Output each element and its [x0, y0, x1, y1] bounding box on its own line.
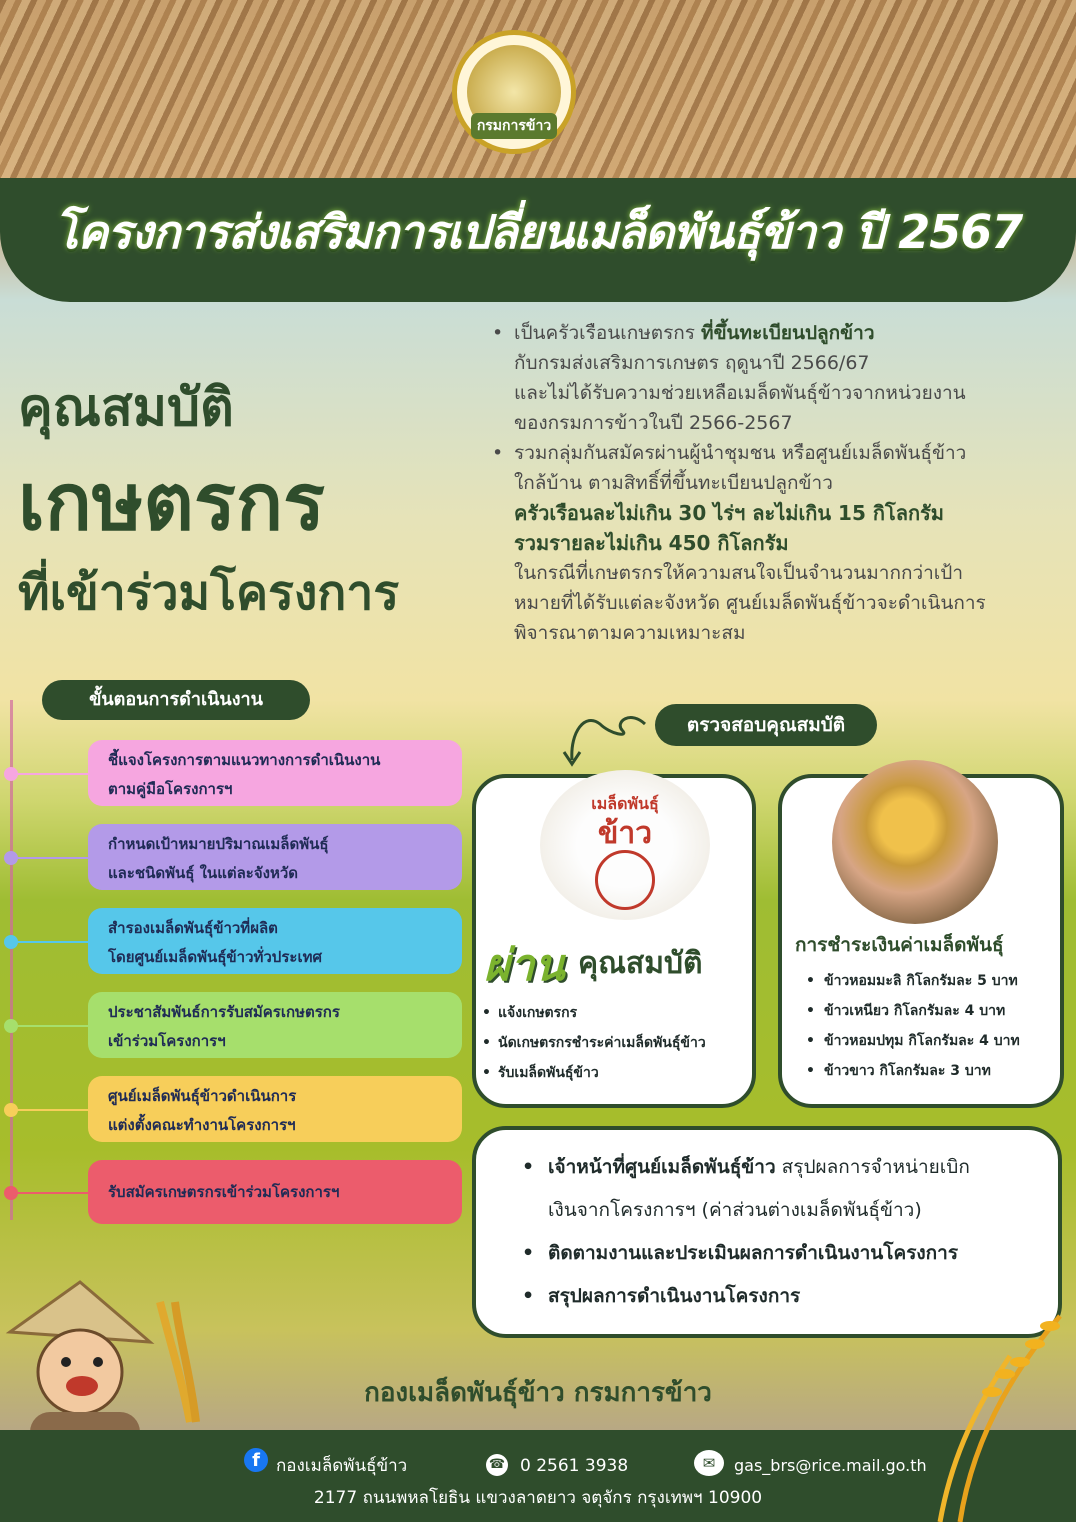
- facebook-link[interactable]: กองเมล็ดพันธุ์ข้าว: [276, 1456, 408, 1476]
- step-1: [88, 740, 462, 806]
- step-line: ศูนย์เมล็ดพันธุ์ข้าวดำเนินการ: [108, 1087, 297, 1105]
- step-dot: [4, 1103, 18, 1117]
- step-line: ตามคู่มือโครงการฯ: [108, 780, 233, 798]
- step-dot: [4, 851, 18, 865]
- step-connector: [11, 1025, 89, 1027]
- step-2: [88, 824, 462, 890]
- payment-list: [800, 966, 1062, 1086]
- step-line: และชนิดพันธุ์ ในแต่ละจังหวัด: [108, 864, 299, 882]
- step-dot: [4, 1019, 18, 1033]
- qualification-criteria: • เป็นครัวเรือนเกษตรกร ที่ขึ้นทะเบียนปลูกข้าว กับกรมส่งเสริมการเกษตร ฤดูนาปี 2566/67 และไม่ได้รับความช่วยเหลือเมล็ดพันธุ์ข้าวจากหน่วยงาน ของกรมการข้าวในปี 2566-2567 • รวมกลุ่มกันสมัครผ่านผู้นำชุมชน หรือศูนย์เมล็ดพันธุ์ข้าว ใกล้บ้าน ตามสิทธิ์ที่ขึ้นทะเบียนปลูกข้าว ครัวเรือนละไม่เกิน 30 ไร่ฯ ละไม่เกิน 15 กิโลกรัม รวมรายละไม่เกิน 450 กิโลกรัม ในกรณีที่เกษตรกรให้ความสนใจเป็นจำนวนมากกว่าเป้า หมายที่ได้รับแต่ละจังหวัด ศูนย์เมล็ดพันธุ์ข้าวจะดำเนินการ พิจารณาตามความเหมาะสม: [490, 318, 1060, 648]
- step-5: [88, 1076, 462, 1142]
- step-connector: [11, 773, 89, 775]
- list-item: • ข้าวหอมปทุม กิโลกรัมละ 4 บาท: [800, 1026, 1062, 1056]
- check-qualification-label: ตรวจสอบคุณสมบัติ: [655, 704, 877, 746]
- logo-text: กรมการข้าว: [471, 113, 557, 139]
- list-item: • เจ้าหน้าที่ศูนย์เมล็ดพันธุ์ข้าว สรุปผลการจำหน่ายเบิก เงินจากโครงการฯ (ค่าส่วนต่างเมล็ดพันธุ์ข้าว): [520, 1146, 1050, 1232]
- qualification-heading-3: ที่เข้าร่วมโครงการ: [18, 565, 400, 621]
- step-line: รับสมัครเกษตรกรเข้าร่วมโครงการฯ: [108, 1183, 340, 1201]
- curved-arrow-icon: [560, 712, 650, 772]
- list-item: • นัดเกษตรกรชำระค่าเมล็ดพันธุ์ข้าว: [478, 1028, 758, 1058]
- list-item: • ข้าวหอมมะลิ กิโลกรัมละ 5 บาท: [800, 966, 1062, 996]
- pass-qualification-text: คุณสมบัติ: [578, 946, 703, 981]
- step-line: สำรองเมล็ดพันธุ์ข้าวที่ผลิต: [108, 919, 278, 937]
- qualification-heading-1: คุณสมบัติ: [18, 378, 234, 438]
- summary-list: [520, 1146, 1050, 1318]
- list-item: • สรุปผลการดำเนินงานโครงการ: [520, 1275, 1050, 1318]
- step-line: โดยศูนย์เมล็ดพันธุ์ข้าวทั่วประเทศ: [108, 948, 322, 966]
- phone-number[interactable]: 0 2561 3938: [520, 1456, 629, 1476]
- step-line: แต่งตั้งคณะทำงานโครงการฯ: [108, 1116, 296, 1134]
- address: 2177 ถนนพหลโยธิน แขวงลาดยาว จตุจักร กรุงเทพฯ 10900: [313, 1488, 763, 1508]
- rice-in-hand-image: [832, 760, 998, 924]
- page-title: โครงการส่งเสริมการเปลี่ยนเมล็ดพันธุ์ข้าว ปี 2567: [53, 205, 1023, 259]
- step-connector: [11, 1109, 89, 1111]
- email-address[interactable]: gas_brs@rice.mail.go.th: [734, 1456, 927, 1475]
- list-item: • ติดตามงานและประเมินผลการดำเนินงานโครงการ: [520, 1232, 1050, 1275]
- phone-icon: ☎: [486, 1454, 508, 1476]
- list-item: • ข้าวขาว กิโลกรัมละ 3 บาท: [800, 1056, 1062, 1086]
- rice-department-logo: [452, 30, 576, 154]
- list-item: • แจ้งเกษตรกร: [478, 998, 758, 1028]
- step-connector: [11, 1192, 89, 1194]
- step-4: [88, 992, 462, 1058]
- step-line: กำหนดเป้าหมายปริมาณเมล็ดพันธุ์: [108, 835, 329, 853]
- steps-heading: ขั้นตอนการดำเนินงาน: [42, 680, 310, 720]
- pass-list: [478, 998, 758, 1088]
- list-item: • รับเมล็ดพันธุ์ข้าว: [478, 1058, 758, 1088]
- step-3: [88, 908, 462, 974]
- facebook-icon: f: [244, 1448, 268, 1472]
- step-line: ประชาสัมพันธ์การรับสมัครเกษตรกร: [108, 1003, 340, 1021]
- list-item: • ข้าวเหนียว กิโลกรัมละ 4 บาท: [800, 996, 1062, 1026]
- rice-stalk-illustration: [900, 1296, 1076, 1522]
- step-dot: [4, 1186, 18, 1200]
- step-line: ชี้แจงโครงการตามแนวทางการดำเนินงาน: [108, 751, 381, 769]
- pass-word: ผ่าน: [484, 940, 565, 991]
- seed-bag-image: เมล็ดพันธุ์ ข้าว: [540, 770, 710, 920]
- step-dot: [4, 935, 18, 949]
- step-dot: [4, 767, 18, 781]
- organization-name: กองเมล็ดพันธุ์ข้าว กรมการข้าว: [364, 1378, 712, 1408]
- payment-title: การชำระเงินค่าเมล็ดพันธุ์: [795, 934, 1004, 956]
- qualification-heading-2: เกษตรกร: [18, 458, 325, 548]
- email-icon: ✉: [694, 1450, 724, 1476]
- step-connector: [11, 941, 89, 943]
- step-6: [88, 1160, 462, 1224]
- step-connector: [11, 857, 89, 859]
- step-line: เข้าร่วมโครงการฯ: [108, 1032, 226, 1050]
